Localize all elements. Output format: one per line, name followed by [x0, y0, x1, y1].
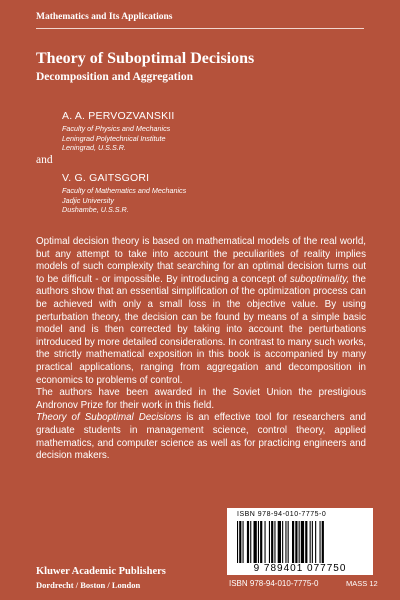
author-1-affiliation-line: Leningrad Polytechnical Institute — [62, 133, 166, 143]
author-1-affiliation-line: Leningrad, U.S.S.R. — [62, 143, 126, 152]
top-divider — [36, 28, 364, 29]
author-2-affiliation-line: Faculty of Mathematics and Mechanics — [62, 186, 187, 195]
author-2-affiliation-line: Jadjic University — [62, 195, 114, 205]
barcode-icon — [237, 521, 363, 563]
author-2-name: V. G. GAITSGORI — [62, 172, 150, 184]
text-span: the authors show that an essential simplification of the optimization process can be achieved with only a small loss in the objective value. By using perturbation theory, the decision can be found by means of a simple basic model and is then corrected by taking into account the perturbations introduced by more detailed considerations. In contrast to many such works, the strictly mathematical exposition in this book is accompanied by many practical applications, ranging from aggregation and decomposition in economics to problems of control. — [36, 273, 367, 386]
author-1-affiliation — [62, 124, 170, 153]
back-cover-description — [36, 236, 366, 463]
publisher-name: Kluwer Academic Publishers — [36, 566, 166, 577]
description-paragraph: The authors have been awarded in the Soviet Union the prestigious Andronov Prize for their work in this field. — [36, 387, 366, 411]
text-span: is an effective tool for researchers and graduate students in management science, control theory, applied mathematics, and computer science as well as for practicing engineers and decision makers. — [36, 412, 366, 462]
author-1-name: A. A. PERVOZVANSKII — [62, 110, 175, 122]
author-1-affiliation-line: Faculty of Physics and Mechanics — [62, 124, 171, 133]
series-name: Mathematics and Its Applications — [36, 12, 173, 22]
barcode-isbn: ISBN 978-94-010-7775-0 — [237, 511, 327, 518]
publisher-cities: Dordrecht / Boston / London — [36, 580, 141, 590]
barcode-box — [227, 508, 373, 575]
mass-label: MASS 12 — [346, 579, 378, 588]
emphasis-span: suboptimality, — [289, 273, 350, 285]
text-span: Optimal decision theory is based on mathematical models of the real world, but any attempt to take into account the peculiarities of reality implies models of such complexity that searching for an optimal decision turns out to be difficult - or impossible. By introducing a concept of — [36, 236, 366, 285]
description-paragraph — [36, 236, 366, 387]
and-connector: and — [36, 154, 53, 166]
author-2-affiliation-line: Dushambe, U.S.S.R. — [62, 205, 129, 214]
book-subtitle: Decomposition and Aggregation — [36, 71, 193, 83]
author-2-affiliation — [62, 186, 186, 215]
description-paragraph — [36, 412, 366, 462]
book-title: Theory of Suboptimal Decisions — [36, 50, 255, 67]
barcode-digits: 9 789401 077750 — [253, 563, 347, 574]
isbn-label: ISBN 978-94-010-7775-0 — [229, 579, 319, 588]
emphasis-span: Theory of Suboptimal Decisions — [36, 412, 182, 424]
